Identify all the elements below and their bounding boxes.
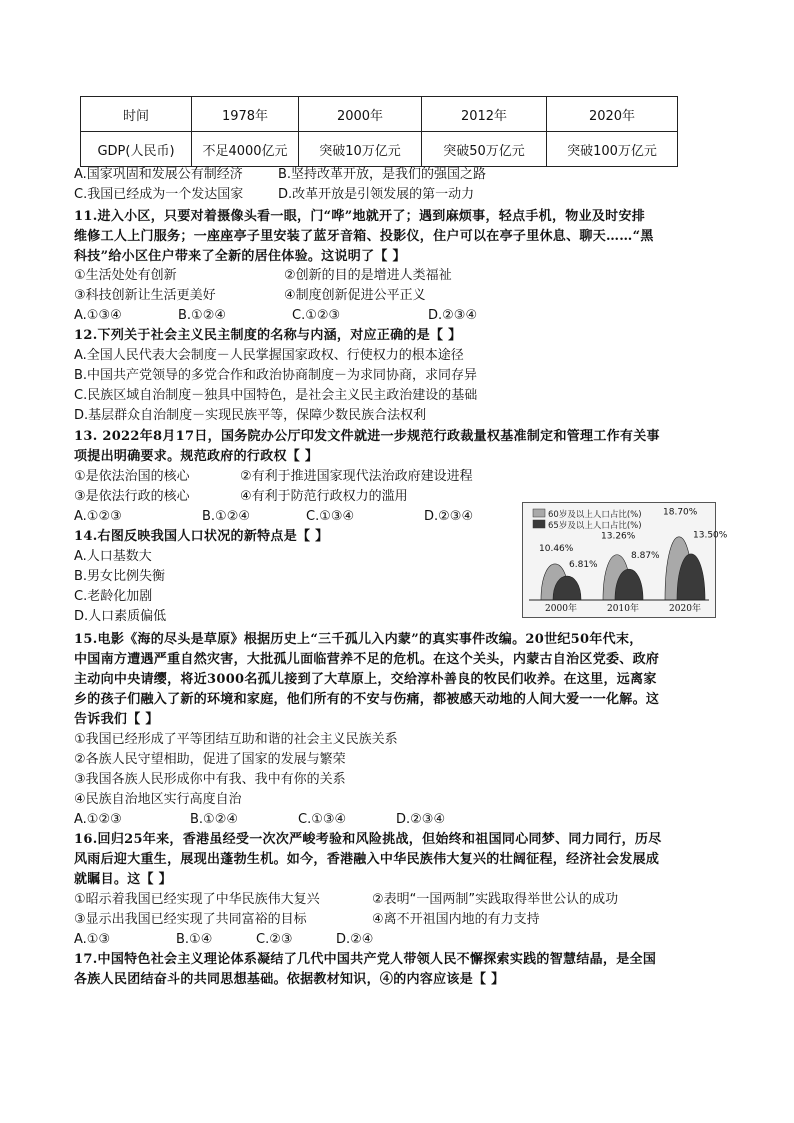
table-cell: 突破50万亿元 (422, 132, 547, 167)
q15-stem-line1: 15.电影《海的尽头是草原》根据历史上“三千孤儿入内蒙”的真实事件改编。20世纪50年代末， (74, 632, 643, 647)
q16-option-a: A.①③ (74, 932, 111, 947)
q11-option-a: A.①③④ (74, 308, 122, 323)
table-cell: GDP(人民币) (81, 132, 192, 167)
q16-statement-1: ①昭示着我国已经实现了中华民族伟大复兴 (74, 892, 320, 907)
q16-option-c: C.②③ (256, 932, 293, 947)
population-chart (522, 502, 728, 618)
q15-option-b: B.①②④ (190, 812, 239, 827)
q15-stem-line5: 告诉我们【 】 (74, 712, 159, 727)
q13-statement-3: ③是依法行政的核心 (74, 489, 190, 504)
q13-statement-1: ①是依法治国的核心 (74, 469, 190, 484)
q13-statement-4: ④有利于防范行政权力的滥用 (240, 489, 408, 504)
table-cell: 2020年 (547, 97, 678, 132)
q17-stem-line1: 17.中国特色社会主义理论体系凝结了几代中国共产党人带领人民不懈探索实践的智慧结晶，是全国 (74, 952, 657, 967)
q16-stem-line2: 风雨后迎大重生，展现出蓬勃生机。如今，香港融入中华民族伟大复兴的壮阔征程，经济社会发展成 (74, 852, 660, 867)
data-label: 8.87% (631, 550, 660, 561)
q14-option-c: C.老龄化加剧 (74, 589, 153, 604)
q13-stem-line2: 项提出明确要求。规范政府的行政权【 】 (74, 449, 319, 464)
q15-statement-2: ②各族人民守望相助，促进了国家的发展与繁荣 (74, 752, 346, 767)
q15-stem-line4: 乡的孩子们融入了新的环境和家庭，他们所有的不安与伤痛，都被感天动地的人间大爱一一化解。这 (74, 692, 660, 707)
q11-statement-4: ④制度创新促进公平正义 (284, 288, 426, 303)
q12-option-c: C.民族区域自治制度－独具中国特色，是社会主义民主政治建设的基础 (74, 388, 478, 403)
table-header-row (81, 97, 678, 132)
q12-stem: 12.下列关于社会主义民主制度的名称与内涵，对应正确的是【 】 (74, 328, 462, 343)
table-cell: 突破100万亿元 (547, 132, 678, 167)
q10-option-c: C.我国已经成为一个发达国家 (74, 187, 244, 202)
q13-option-a: A.①②③ (74, 509, 122, 524)
q10-option-d: D.改革开放是引领发展的第一动力 (278, 187, 475, 202)
x-tick-label: 2020年 (669, 604, 701, 614)
legend-swatch (533, 520, 545, 528)
q12-option-d: D.基层群众自治制度－实现民族平等，保障少数民族合法权利 (74, 408, 427, 423)
q15-option-d: D.②③④ (396, 812, 446, 827)
table-row (81, 132, 678, 167)
legend-label: 65岁及以上人口占比(%) (548, 521, 642, 531)
q11-stem-line1: 11.进入小区，只要对着摄像头看一眼，门“哗”地就开了；遇到麻烦事，轻点手机，物业及时安排 (74, 209, 646, 224)
q11-statement-2: ②创新的目的是增进人类福祉 (284, 268, 452, 283)
q11-statement-1: ①生活处处有创新 (74, 268, 177, 283)
q15-option-a: A.①②③ (74, 812, 122, 827)
q13-statement-2: ②有利于推进国家现代法治政府建设进程 (240, 469, 473, 484)
q10-option-a: A.国家巩固和发展公有制经济 (74, 167, 243, 182)
q14-option-b: B.男女比例失衡 (74, 569, 166, 584)
q15-statement-1: ①我国已经形成了平等团结互助和谐的社会主义民族关系 (74, 732, 398, 747)
q16-statement-4: ④离不开祖国内地的有力支持 (372, 912, 540, 927)
q14-stem: 14.右图反映我国人口状况的新特点是【 】 (74, 529, 329, 544)
q12-option-a: A.全国人民代表大会制度－人民掌握国家政权、行使权力的根本途径 (74, 348, 464, 363)
table-cell: 2000年 (299, 97, 422, 132)
data-label: 18.70% (663, 507, 698, 518)
q13-stem-line1: 13. 2022年8月17日，国务院办公厅印发文件就进一步规范行政裁量权基准制定和管理工作有关事 (74, 429, 660, 444)
q17-stem-line2: 各族人民团结奋斗的共同思想基础。依据教材知识，④的内容应该是【 】 (74, 972, 505, 987)
legend-swatch (533, 509, 545, 517)
q15-statement-4: ④民族自治地区实行高度自治 (74, 792, 242, 807)
q16-option-b: B.①④ (176, 932, 213, 947)
q11-option-b: B.①②④ (178, 308, 227, 323)
q16-statement-3: ③显示出我国已经实现了共同富裕的目标 (74, 912, 307, 927)
q15-statement-3: ③我国各族人民形成你中有我、我中有你的关系 (74, 772, 346, 787)
q13-option-c: C.①③④ (306, 509, 355, 524)
q16-stem-line1: 16.回归25年来，香港虽经受一次次严峻考验和风险挑战，但始终和祖国同心同梦、同力同行，历尽 (74, 832, 662, 847)
table-cell: 不足4000亿元 (192, 132, 299, 167)
data-label: 6.81% (569, 560, 598, 571)
q14-option-a: A.人口基数大 (74, 549, 152, 564)
gdp-table (80, 96, 678, 167)
q16-stem-line3: 就瞩目。这【 】 (74, 872, 172, 887)
population-chart-svg (523, 503, 728, 617)
data-label: 13.50% (693, 530, 728, 541)
q15-stem-line2: 中国南方遭遇严重自然灾害，大批孤儿面临营养不足的危机。在这个关头，内蒙古自治区党委、政府 (74, 652, 660, 667)
q11-stem-line2: 维修工人上门服务；一座座亭子里安装了蓝牙音箱、投影仪，住户可以在亭子里休息、聊天……“黑 (74, 229, 654, 244)
q16-option-d: D.②④ (336, 932, 374, 947)
legend-label: 60岁及以上人口占比(%) (548, 510, 642, 520)
table-cell: 时间 (81, 97, 192, 132)
q10-option-b: B.坚持改革开放，是我们的强国之路 (278, 167, 487, 182)
q15-option-c: C.①③④ (298, 812, 347, 827)
q13-option-b: B.①②④ (202, 509, 251, 524)
q13-option-d: D.②③④ (424, 509, 474, 524)
table-cell: 2012年 (422, 97, 547, 132)
q11-stem-line3: 科技”给小区住户带来了全新的居住体验。这说明了【 】 (74, 249, 406, 264)
q16-statement-2: ②表明“一国两制”实践取得举世公认的成功 (372, 892, 619, 907)
table-cell: 突破10万亿元 (299, 132, 422, 167)
q11-option-c: C.①②③ (292, 308, 341, 323)
data-label: 10.46% (539, 543, 574, 554)
q11-option-d: D.②③④ (428, 308, 478, 323)
q11-statement-3: ③科技创新让生活更美好 (74, 288, 216, 303)
table-cell: 1978年 (192, 97, 299, 132)
data-label: 13.26% (601, 531, 636, 542)
x-tick-label: 2000年 (545, 604, 577, 614)
q12-option-b: B.中国共产党领导的多党合作和政治协商制度－为求同协商，求同存异 (74, 368, 478, 383)
q15-stem-line3: 主动向中央请缨，将近3000名孤儿接到了大草原上，交给淳朴善良的牧民们收养。在这里，远离家 (74, 672, 657, 687)
x-tick-label: 2010年 (607, 604, 639, 614)
q14-option-d: D.人口素质偏低 (74, 609, 167, 624)
